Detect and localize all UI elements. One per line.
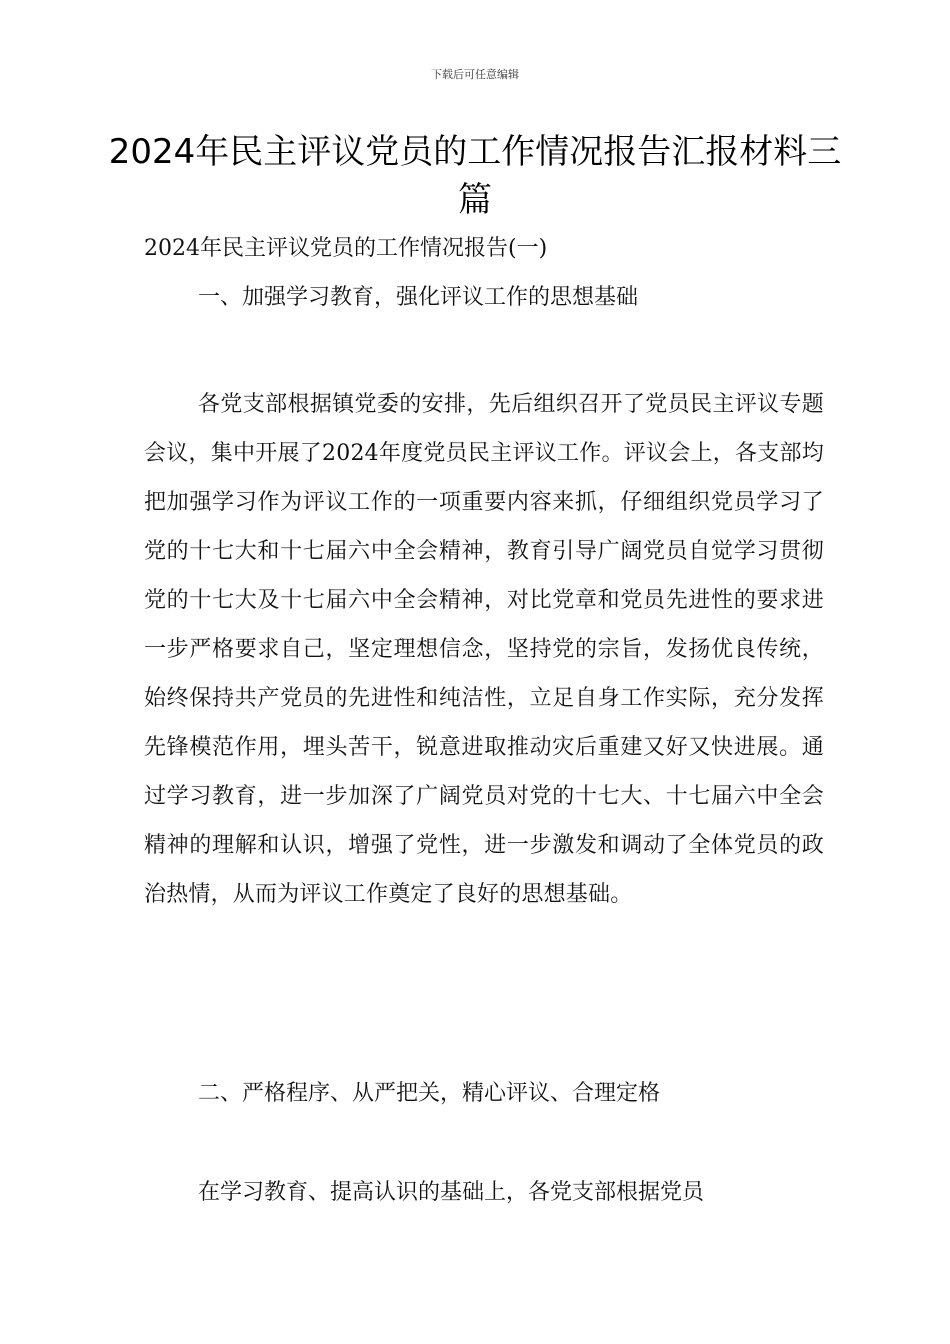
section-paragraph-2: 在学习教育、提高认识的基础上，各党支部根据党员 (198, 1180, 705, 1205)
section-heading-2: 二、严格程序、从严把关，精心评议、合理定格 (198, 1081, 661, 1106)
section-paragraph-1: 各党支部根据镇党委的安排，先后组织召开了党员民主评议专题会议，集中开展了2024年度党员民主评议工作。评议会上，各支部均把加强学习作为评议工作的一项重要内容来抓，仔细组织党员学习了党的十七大和十七届六中全会精神，教育引导广阔党员自觉学习贯彻党的十七大及十七届六中全会精神，对比党章和党员先进性的要求进一步严格要求自己，坚定理想信念，坚持党的宗旨，发扬优良传统，始终保持共产党员的先进性和纯洁性，立足自身工作实际，充分发挥先锋模范作用，埋头苦干，锐意进取推动灾后重建又好又快进展。通过学习教育，进一步加深了广阔党员对党的十七大、十七届六中全会精神的理解和认识，增强了党性，进一步激发和调动了全体党员的政治热情，从而为评议工作奠定了良好的思想基础。 (144, 392, 824, 907)
section-heading-1: 一、加强学习教育，强化评议工作的思想基础 (198, 285, 639, 310)
report-subtitle: 2024年民主评议党员的工作情况报告(一) (144, 236, 548, 261)
document-title: 2024年民主评议党员的工作情况报告汇报材料三篇 (108, 132, 842, 220)
header-note: 下载后可任意编辑 (431, 68, 519, 81)
